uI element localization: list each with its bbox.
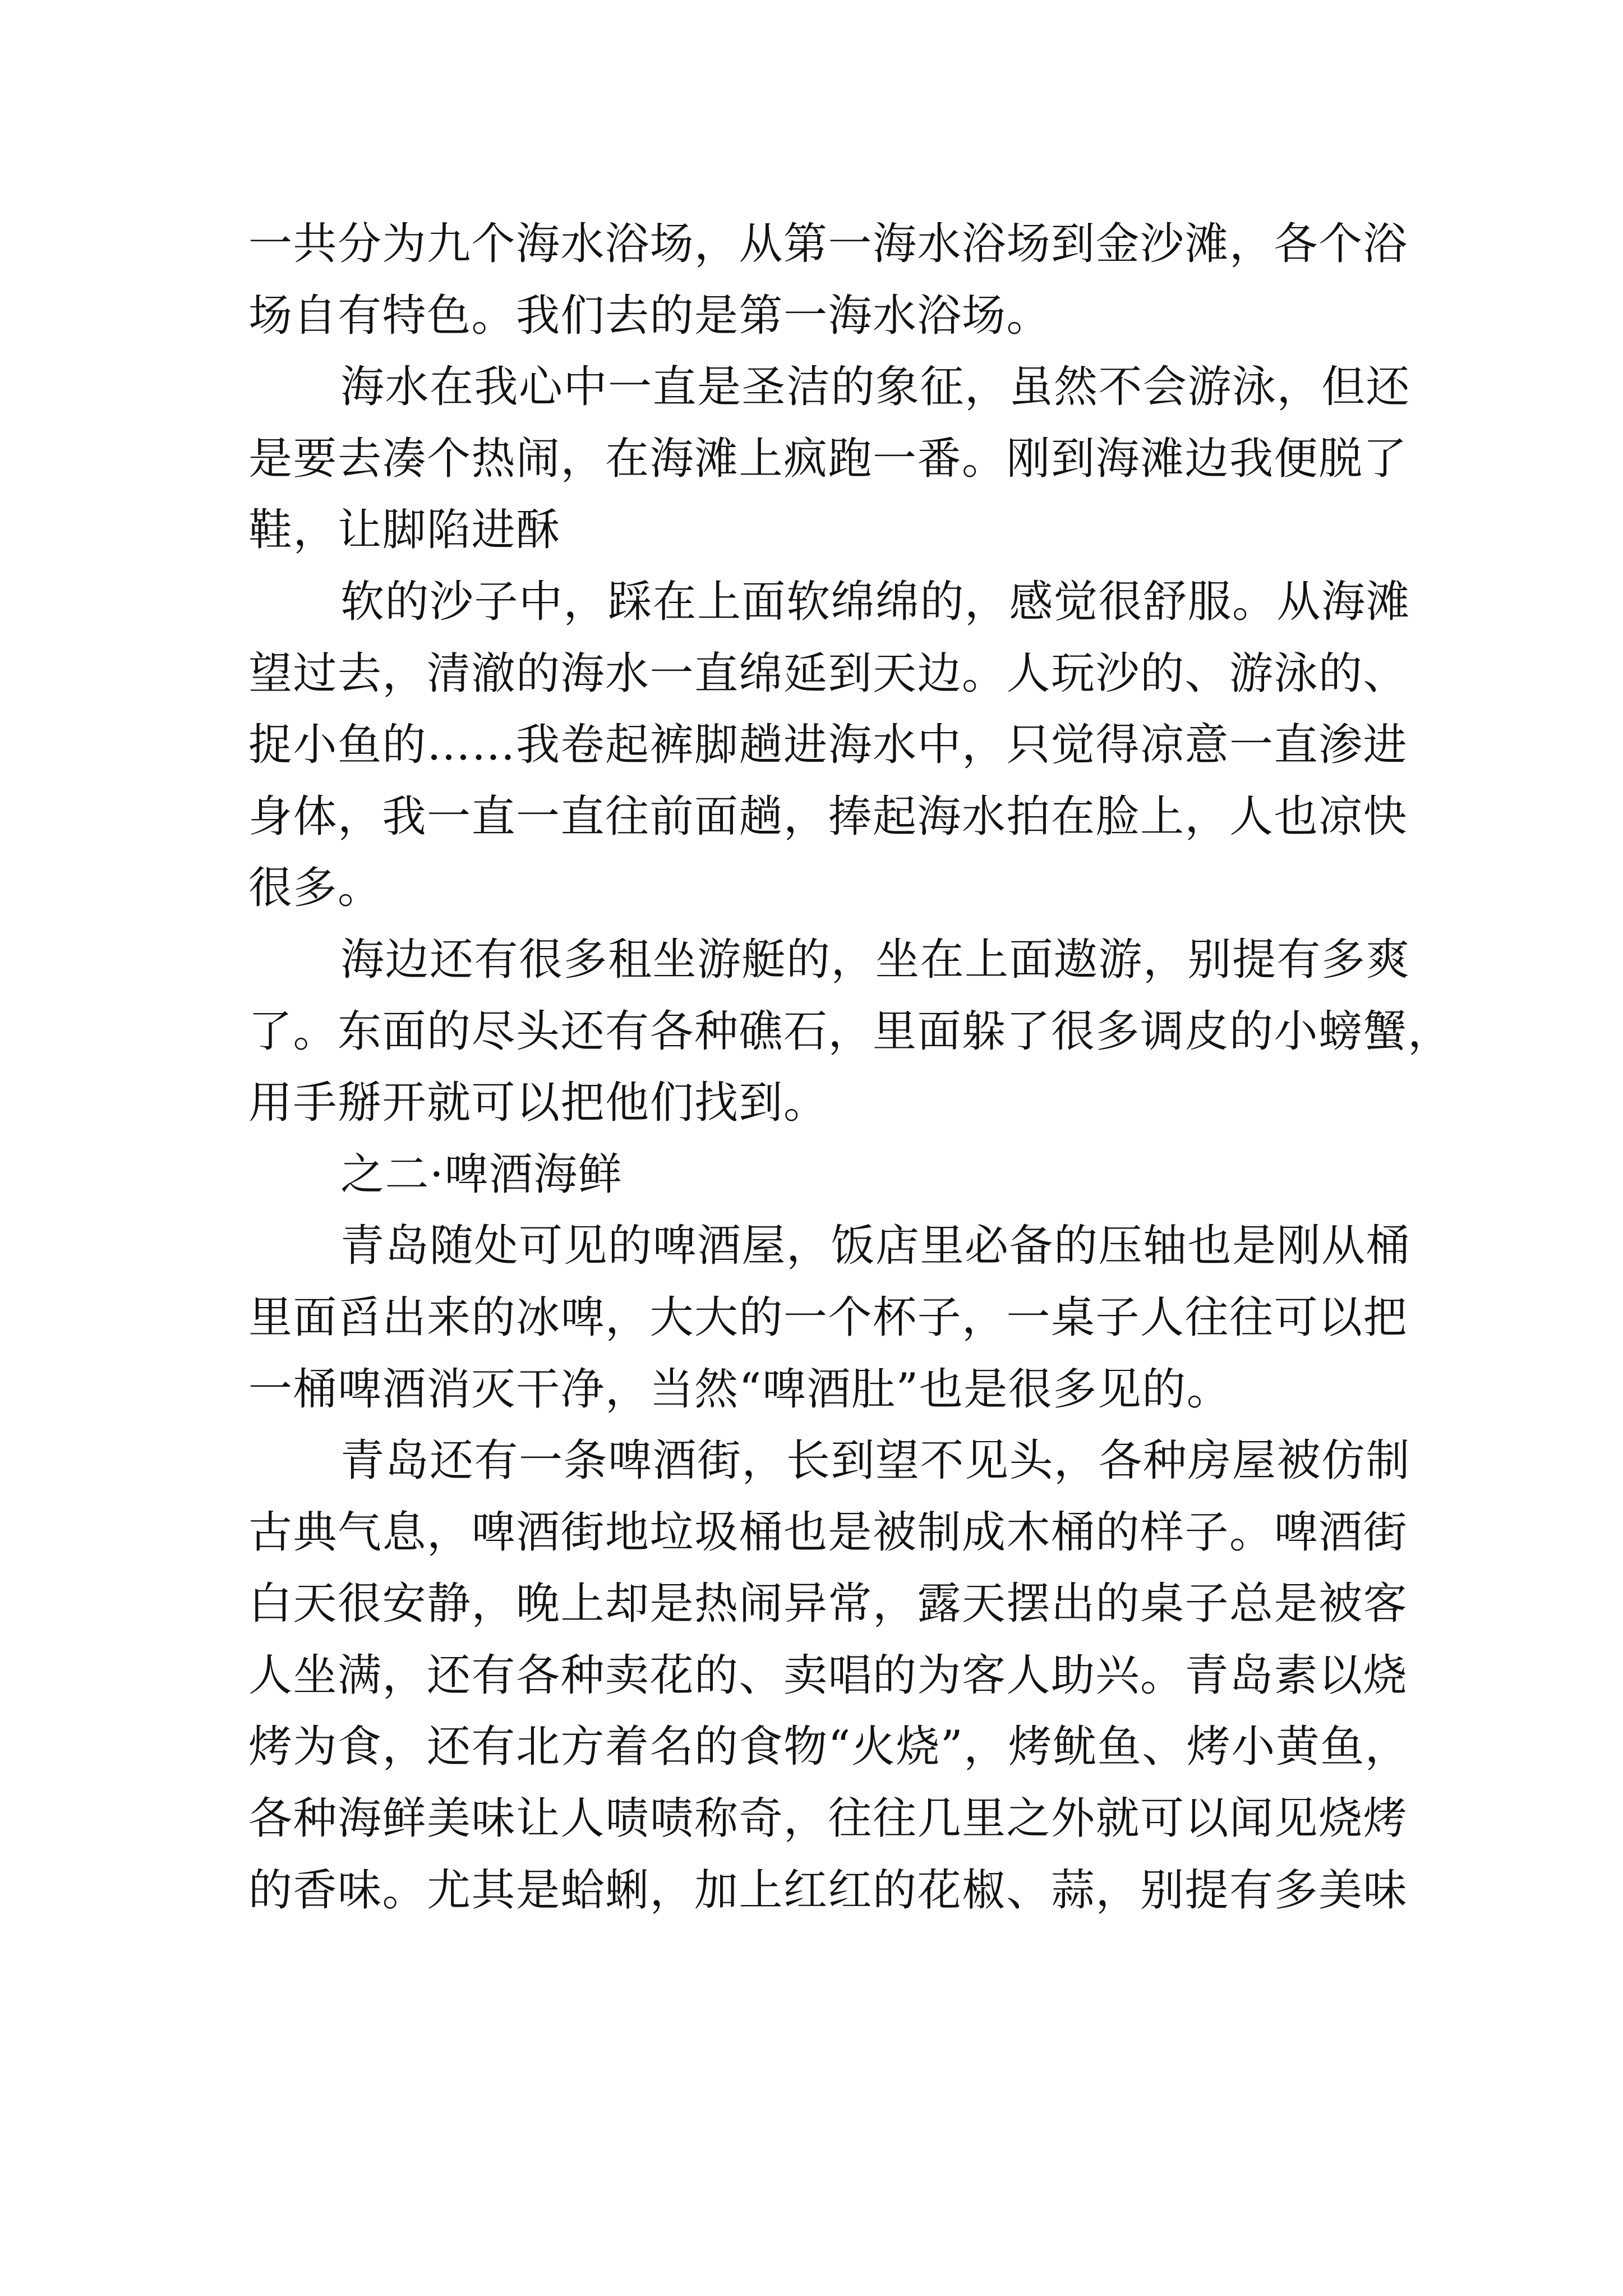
text-line: 身体，我一直一直往前面趟，捧起海水拍在脸上，人也凉快 <box>248 791 1408 842</box>
text-line: 海边还有很多租坐游艇的，坐在上面遨游，别提有多爽 <box>340 934 1411 985</box>
text-line: 捉小鱼的……我卷起裤脚趟进海水中，只觉得凉意一直渗进 <box>248 720 1408 771</box>
text-line: 一共分为九个海水浴场，从第一海水浴场到金沙滩，各个浴 <box>248 219 1408 269</box>
text-line: 的香味。尤其是蛤蜊，加上红红的花椒、蒜，别提有多美味 <box>248 1865 1408 1916</box>
text-line: 一桶啤酒消灭干净，当然“啤酒肚”也是很多见的。 <box>248 1364 1232 1415</box>
text-line: 各种海鲜美味让人啧啧称奇，往往几里之外就可以闻见烧烤 <box>248 1793 1408 1844</box>
text-line: 古典气息，啤酒街地垃圾桶也是被制成木桶的样子。啤酒街 <box>248 1507 1408 1558</box>
text-line: 烤为食，还有北方着名的食物“火烧”，烤鱿鱼、烤小黄鱼， <box>248 1722 1410 1773</box>
text-line: 里面舀出来的冰啤，大大的一个杯子，一桌子人往往可以把 <box>248 1292 1408 1343</box>
section-heading: 之二·啤酒海鲜 <box>340 1149 623 1200</box>
text-line: 白天很安静，晚上却是热闹异常，露天摆出的桌子总是被客 <box>248 1579 1408 1630</box>
text-line: 软的沙子中，踩在上面软绵绵的，感觉很舒服。从海滩 <box>340 576 1411 627</box>
text-line: 场自有特色。我们去的是第一海水浴场。 <box>248 290 1052 341</box>
text-line: 人坐满，还有各种卖花的、卖唱的为客人助兴。青岛素以烧 <box>248 1650 1408 1701</box>
body-text <box>248 209 1453 1926</box>
text-line: 了。东面的尽头还有各种礁石，里面躲了很多调皮的小螃蟹， <box>248 1006 1453 1057</box>
text-line: 青岛还有一条啤酒街，长到望不见头，各种房屋被仿制 <box>340 1435 1411 1487</box>
text-line: 望过去，清澈的海水一直绵延到天边。人玩沙的、游泳的、 <box>248 648 1408 699</box>
text-line: 是要去凑个热闹，在海滩上疯跑一番。刚到海滩边我便脱了 <box>248 433 1408 484</box>
text-line: 很多。 <box>248 863 382 914</box>
text-line: 用手掰开就可以把他们找到。 <box>248 1078 828 1129</box>
text-line: 青岛随处可见的啤酒屋，饭店里必备的压轴也是刚从桶 <box>340 1221 1411 1272</box>
text-line: 海水在我心中一直是圣洁的象征，虽然不会游泳，但还 <box>340 362 1411 413</box>
text-line: 鞋，让脚陷进酥 <box>248 505 561 556</box>
